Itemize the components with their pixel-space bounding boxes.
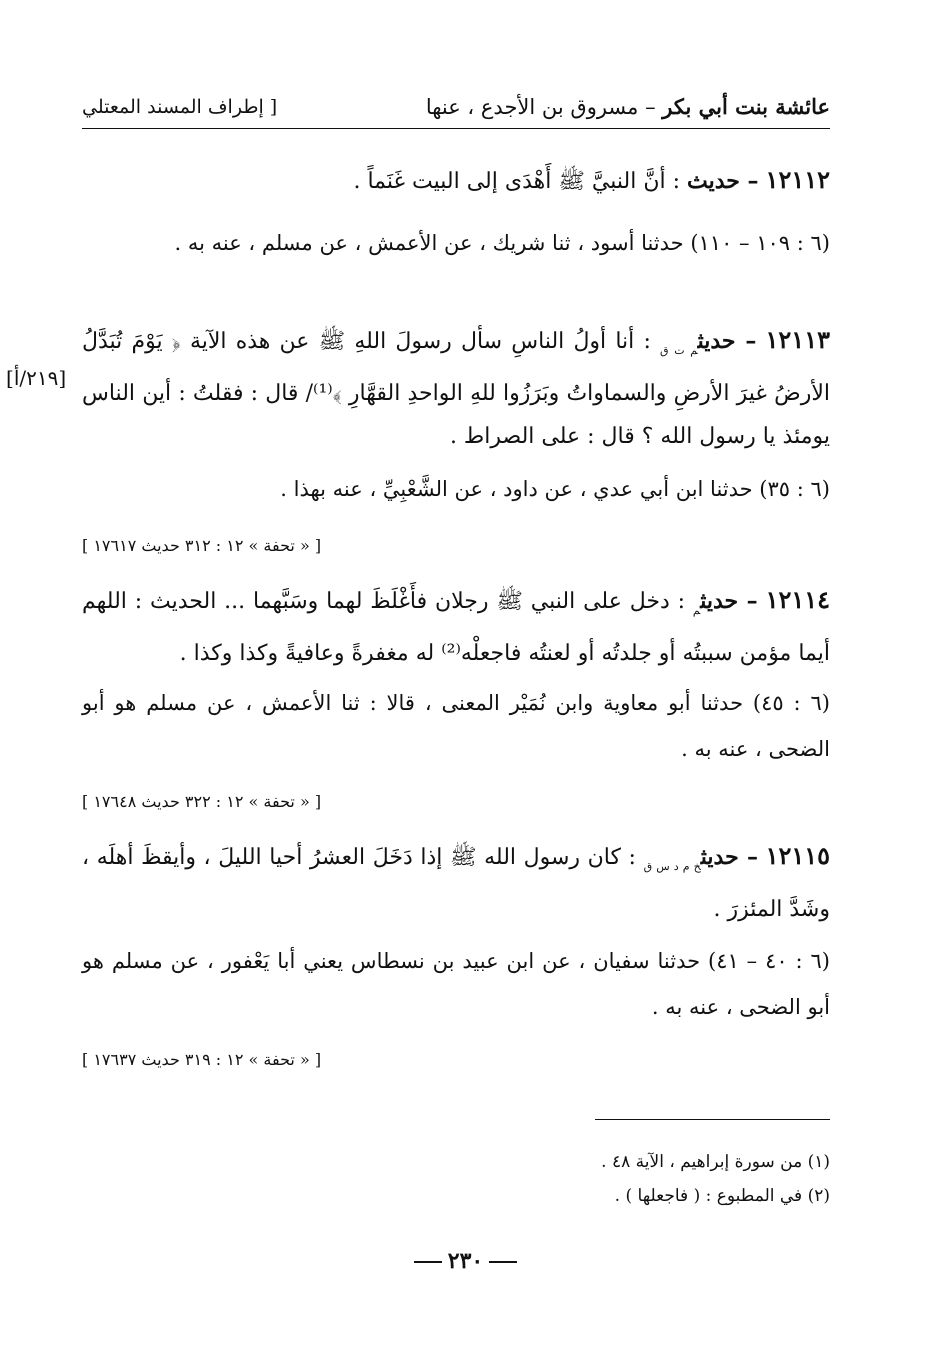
tuhfa-reference: [ « تحفة » ١٢ : ٣١٢ حديث ١٧٦١٧ ] (82, 536, 322, 555)
rumuz-sigla: م (692, 604, 701, 617)
hadith-number: ١٢١١٣ (765, 325, 830, 354)
hadith-12112 (82, 158, 830, 203)
hadith-12114 (82, 578, 830, 675)
isnad-12113: (٦ : ٣٥) حدثنا ابن أبي عدي ، عن داود ، عن الشَّعْبِيِّ ، عنه بهذا . (280, 477, 830, 501)
header-chapter-title (426, 94, 830, 119)
hadith-number: ١٢١١٢ (765, 165, 830, 194)
hadith-keyword: – حديث (687, 168, 759, 194)
footnote-1: (١) من سورة إبراهيم ، الآية ٤٨ . (601, 1152, 830, 1172)
isnad-12112: (٦ : ١٠٩ – ١١٠) حدثنا أسود ، ثنا شريك ، عن الأعمش ، عن مسلم ، عنه به . (174, 231, 830, 255)
running-header (82, 92, 830, 129)
hadith-12113 (82, 318, 830, 458)
page-number-dash-left (414, 1261, 442, 1263)
rumuz-sigla: م ت ق (660, 344, 698, 357)
page-number-dash-right (489, 1261, 517, 1263)
hadith-number: ١٢١١٥ (765, 841, 831, 870)
page-number-value: ٢٣٠ (447, 1248, 484, 1274)
hadith-keyword: – حديث (700, 588, 758, 614)
isnad-12115: (٦ : ٤٠ – ٤١) حدثنا سفيان ، عن ابن عبيد بن نسطاس يعني أبا يَعْفور ، عن مسلم هو أبو الضحى ، عنه به . (82, 949, 830, 1019)
hadith-text: : كان رسول الله ﷺ إذا دَخَلَ العشرُ أحيا الليلَ ، وأيقظَ أهلَه ، وشَدَّ المئزرَ . (82, 845, 830, 922)
page-number (0, 1248, 931, 1274)
hadith-text: : دخل على النبي ﷺ رجلان فأَغْلَظَ لهما وسَبَّهما ... الحديث : اللهم أيما مؤمن سببتُه أو جلدتُه أو لعنتُه فاجعلْه⁽²⁾ له مغفرةً وعافيةً وكذا وكذا . (82, 589, 830, 666)
header-book-title: [ إطراف المسند المعتلي (82, 96, 278, 118)
isnad-12114: (٦ : ٤٥) حدثنا أبو معاوية وابن نُمَيْر المعنى ، قالا : ثنا الأعمش ، عن مسلم هو أبو الضحى ، عنه به . (82, 691, 830, 761)
footnote-2: (٢) في المطبوع : ( فاجعلها ) . (614, 1186, 830, 1206)
rumuz-sigla: خ م د س ق (643, 860, 701, 873)
tuhfa-reference: [ « تحفة » ١٢ : ٣١٩ حديث ١٧٦٣٧ ] (82, 1050, 322, 1069)
hadith-12115 (82, 834, 830, 931)
hadith-text: : أنَّ النبيَّ ﷺ أَهْدَى إلى البيت غَنَماً . (353, 169, 680, 194)
hadith-number: ١٢١١٤ (765, 585, 831, 614)
header-chapter-name: عائشة بنت أبي بكر (662, 94, 830, 119)
manuscript-folio-ref: [٢١٩/أ] (6, 366, 67, 390)
tuhfa-reference: [ « تحفة » ١٢ : ٣٢٢ حديث ١٧٦٤٨ ] (82, 792, 322, 811)
hadith-keyword: – حديث (700, 844, 758, 870)
footnote-separator (595, 1119, 830, 1120)
hadith-keyword: – حديث (697, 328, 757, 354)
hadith-text: : أنا أولُ الناسِ سأل رسولَ اللهِ ﷺ عن هذه الآية ﴿ يَوْمَ تُبَدَّلُ الأرضُ غيرَ الأرضِ والسماواتُ وبَرَزُوا للهِ الواحدِ القهَّارِ ﴾⁽¹⁾/ قال : فقلتُ : أين الناس يومئذ يا رسول الله ؟ قال : على الصراط . (82, 329, 830, 449)
header-chapter-subtitle: – مسروق بن الأجدع ، عنها (425, 95, 656, 119)
